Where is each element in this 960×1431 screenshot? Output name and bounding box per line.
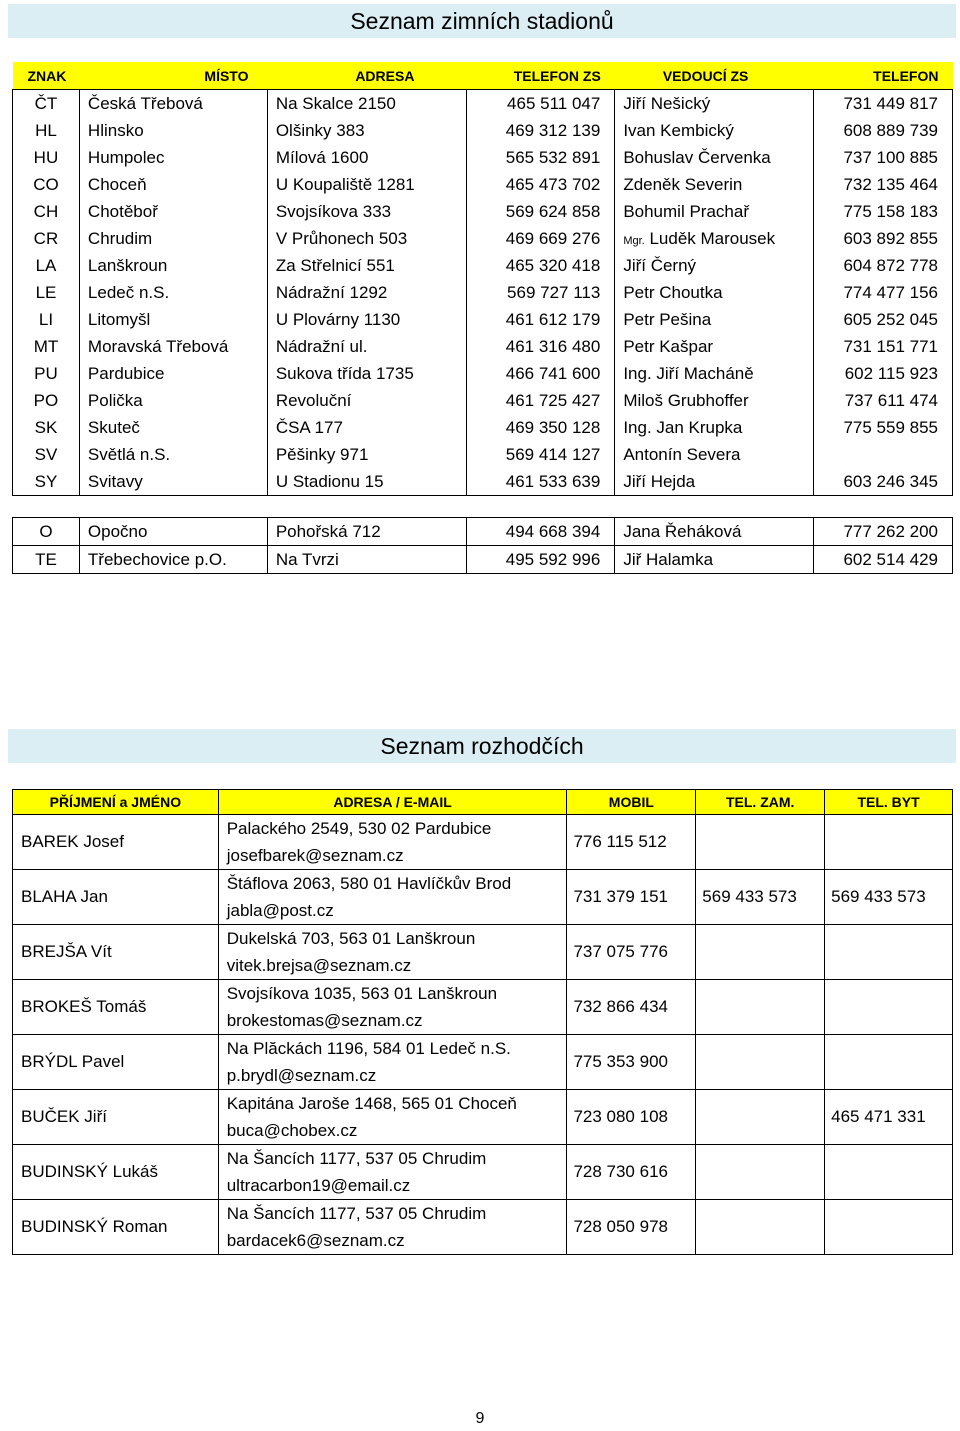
stadium-address: Revoluční [267,387,466,414]
stadium-manager: Bohumil Prachař [615,198,814,225]
stadium-row [13,117,953,144]
stadium-code: O [13,518,80,546]
referee-row [13,870,953,925]
referee-email: ultracarbon19@email.cz [226,1176,411,1195]
stadium-address: Na Tvrzi [267,546,466,574]
referee-address: Na Plăckách 1196, 584 01 Ledeč n.S. [226,1039,511,1058]
stadium-manager [615,225,814,252]
stadium-address: Mílová 1600 [267,144,466,171]
referee-row [13,1200,953,1255]
header-znak: ZNAK [13,62,80,90]
spacer-cell [13,496,953,518]
referee-email: vitek.brejsa@seznam.cz [226,956,412,975]
stadium-address: V Průhonech 503 [267,225,466,252]
stadium-place: Lanškroun [79,252,267,279]
stadium-row [13,360,953,387]
stadium-place: Česká Třebová [79,90,267,118]
page-number: 9 [475,1410,485,1427]
referees-title: Seznam rozhodčích [8,729,956,763]
referee-mobile: 775 353 900 [567,1035,696,1090]
stadium-extra-row [13,546,953,574]
stadium-address: Nádražní ul. [267,333,466,360]
referee-address: Palackého 2549, 530 02 Pardubice [226,819,492,838]
referee-home-phone [825,815,953,870]
stadium-extra-row [13,518,953,546]
referee-address-cell [218,925,567,980]
referee-row [13,925,953,980]
header-telefon: TELEFON [814,62,953,90]
manager-phone: 731 449 817 [814,90,953,118]
stadium-code: CH [13,198,80,225]
stadium-manager: Petr Pešina [615,306,814,333]
header-address: ADRESA / E-MAIL [218,790,567,815]
stadium-address: Nádražní 1292 [267,279,466,306]
stadium-phone: 495 592 996 [466,546,615,574]
stadium-address: Svojsíkova 333 [267,198,466,225]
stadium-manager: Ing. Jiří Macháně [615,360,814,387]
stadium-place: Skuteč [79,414,267,441]
stadium-code: SK [13,414,80,441]
stadium-row [13,144,953,171]
referee-name: BROKEŠ Tomáš [13,980,219,1035]
referee-name: BLAHA Jan [13,870,219,925]
referee-work-phone [696,1145,825,1200]
referee-address-cell [218,1200,567,1255]
stadium-phone: 569 727 113 [466,279,615,306]
manager-phone: 775 559 855 [814,414,953,441]
header-home-phone: TEL. BYT [825,790,953,815]
referee-work-phone [696,1090,825,1145]
referee-home-phone [825,1200,953,1255]
referee-home-phone [825,1035,953,1090]
table-spacer [13,496,953,518]
manager-phone: 602 115 923 [814,360,953,387]
referee-email: buca@chobex.cz [226,1121,358,1140]
stadium-manager: Ivan Kembický [615,117,814,144]
stadium-phone: 461 316 480 [466,333,615,360]
stadium-address: U Plovárny 1130 [267,306,466,333]
stadium-address: Pohořská 712 [267,518,466,546]
title-prefix: Mgr. [623,234,645,247]
stadium-phone: 465 473 702 [466,171,615,198]
referee-address-cell [218,815,567,870]
manager-phone: 603 892 855 [814,225,953,252]
referee-name: BUČEK Jiří [13,1090,219,1145]
stadium-row [13,90,953,118]
referee-email: brokestomas@seznam.cz [226,1011,423,1030]
stadium-row [13,306,953,333]
stadium-phone: 565 532 891 [466,144,615,171]
referee-home-phone [825,1145,953,1200]
stadium-code: TE [13,546,80,574]
stadium-code: HL [13,117,80,144]
referee-work-phone [696,1200,825,1255]
stadium-row [13,171,953,198]
stadium-code: SV [13,441,80,468]
stadium-row [13,225,953,252]
stadiums-header-row [13,62,953,90]
referee-mobile: 731 379 151 [567,870,696,925]
manager-phone: 737 100 885 [814,144,953,171]
stadium-code: HU [13,144,80,171]
stadium-code: LI [13,306,80,333]
stadium-address: Za Střelnicí 551 [267,252,466,279]
stadium-address: U Koupaliště 1281 [267,171,466,198]
stadium-phone: 461 533 639 [466,468,615,496]
stadium-address: U Stadionu 15 [267,468,466,496]
stadium-place: Svitavy [79,468,267,496]
referee-address-cell [218,1035,567,1090]
referee-email: p.brydl@seznam.cz [226,1066,377,1085]
stadium-manager: Jiří Hejda [615,468,814,496]
stadium-code: PO [13,387,80,414]
stadium-phone: 569 624 858 [466,198,615,225]
stadium-manager: Miloš Grubhoffer [615,387,814,414]
referees-table [12,789,953,1255]
referee-name: BUDINSKÝ Roman [13,1200,219,1255]
stadium-place: Ledeč n.S. [79,279,267,306]
manager-phone: 732 135 464 [814,171,953,198]
stadiums-table [12,62,953,574]
header-vedouci-zs: VEDOUCÍ ZS [615,62,814,90]
referee-work-phone: 569 433 573 [696,870,825,925]
stadium-place: Pardubice [79,360,267,387]
stadium-code: LA [13,252,80,279]
stadium-place: Chotěboř [79,198,267,225]
stadium-place: Litomyšl [79,306,267,333]
header-misto: MÍSTO [79,62,267,90]
referee-row [13,815,953,870]
referee-email: jabla@post.cz [226,901,334,920]
referee-address: Dukelská 703, 563 01 Lanškroun [226,929,476,948]
referee-name: BRÝDL Pavel [13,1035,219,1090]
referee-email: josefbarek@seznam.cz [226,846,404,865]
stadium-code: LE [13,279,80,306]
header-work-phone: TEL. ZAM. [696,790,825,815]
stadium-address: Na Skalce 2150 [267,90,466,118]
referee-row [13,1145,953,1200]
stadium-manager: Jana Řeháková [615,518,814,546]
stadium-row [13,279,953,306]
referee-mobile: 723 080 108 [567,1090,696,1145]
stadium-phone: 469 312 139 [466,117,615,144]
stadium-phone: 469 350 128 [466,414,615,441]
header-mobile: MOBIL [567,790,696,815]
stadium-phone: 461 725 427 [466,387,615,414]
stadium-manager: Bohuslav Červenka [615,144,814,171]
stadium-row [13,387,953,414]
stadium-code: CO [13,171,80,198]
referee-address-cell [218,1145,567,1200]
stadium-phone: 494 668 394 [466,518,615,546]
manager-phone: 605 252 045 [814,306,953,333]
referee-home-phone: 569 433 573 [825,870,953,925]
stadium-place: Polička [79,387,267,414]
stadium-manager: Petr Choutka [615,279,814,306]
manager-phone: 777 262 200 [814,518,953,546]
referee-email: bardacek6@seznam.cz [226,1231,405,1250]
stadium-row [13,441,953,468]
manager-phone: 602 514 429 [814,546,953,574]
stadiums-title: Seznam zimních stadionů [8,4,956,38]
stadium-manager: Jiří Nešický [615,90,814,118]
manager-phone: 774 477 156 [814,279,953,306]
stadium-phone: 465 511 047 [466,90,615,118]
stadium-place: Moravská Třebová [79,333,267,360]
referee-row [13,1035,953,1090]
header-telefon-zs: TELEFON ZS [466,62,615,90]
stadium-phone: 465 320 418 [466,252,615,279]
stadium-place: Humpolec [79,144,267,171]
referee-address: Svojsíkova 1035, 563 01 Lanškroun [226,984,498,1003]
referee-address-cell [218,870,567,925]
manager-phone: 604 872 778 [814,252,953,279]
referee-row [13,1090,953,1145]
referee-address-cell [218,1090,567,1145]
referee-home-phone: 465 471 331 [825,1090,953,1145]
stadium-place: Opočno [79,518,267,546]
stadium-manager: Ing. Jan Krupka [615,414,814,441]
referee-mobile: 732 866 434 [567,980,696,1035]
referees-header-row [13,790,953,815]
manager-phone: 603 246 345 [814,468,953,496]
referee-row [13,980,953,1035]
referee-name: BREJŠA Vít [13,925,219,980]
referee-home-phone [825,980,953,1035]
stadium-place: Choceň [79,171,267,198]
stadium-code: ČT [13,90,80,118]
stadium-phone: 466 741 600 [466,360,615,387]
stadium-manager: Antonín Severa [615,441,814,468]
stadium-place: Hlinsko [79,117,267,144]
stadium-row [13,468,953,496]
stadium-manager: Zdeněk Severin [615,171,814,198]
referee-work-phone [696,1035,825,1090]
manager-name: Luděk Marousek [649,228,776,248]
stadium-manager: Petr Kašpar [615,333,814,360]
stadium-phone: 461 612 179 [466,306,615,333]
referee-mobile: 737 075 776 [567,925,696,980]
referee-work-phone [696,925,825,980]
stadium-place: Chrudim [79,225,267,252]
header-adresa: ADRESA [267,62,466,90]
referee-name: BAREK Josef [13,815,219,870]
stadium-row [13,252,953,279]
referee-address: Kapitána Jaroše 1468, 565 01 Choceň [226,1094,517,1113]
stadium-code: PU [13,360,80,387]
referee-work-phone [696,815,825,870]
referee-address: Štáflova 2063, 580 01 Havlíčkův Brod [226,874,512,893]
stadium-row [13,333,953,360]
stadium-row [13,198,953,225]
manager-phone: 737 611 474 [814,387,953,414]
stadium-code: CR [13,225,80,252]
stadium-code: SY [13,468,80,496]
referee-mobile: 776 115 512 [567,815,696,870]
stadium-address: Sukova třída 1735 [267,360,466,387]
manager-phone [814,441,953,468]
stadium-place: Světlá n.S. [79,441,267,468]
stadium-address: ČSA 177 [267,414,466,441]
stadium-phone: 469 669 276 [466,225,615,252]
referee-home-phone [825,925,953,980]
stadium-manager: Jiří Černý [615,252,814,279]
referee-mobile: 728 050 978 [567,1200,696,1255]
referee-name: BUDINSKÝ Lukáš [13,1145,219,1200]
stadium-address: Olšinky 383 [267,117,466,144]
referee-mobile: 728 730 616 [567,1145,696,1200]
header-name: PŘÍJMENÍ a JMÉNO [13,790,219,815]
manager-phone: 775 158 183 [814,198,953,225]
stadium-phone: 569 414 127 [466,441,615,468]
stadium-place: Třebechovice p.O. [79,546,267,574]
manager-phone: 731 151 771 [814,333,953,360]
stadium-manager: Jiř Halamka [615,546,814,574]
stadium-row [13,414,953,441]
stadium-code: MT [13,333,80,360]
referee-work-phone [696,980,825,1035]
referee-address: Na Šancích 1177, 537 05 Chrudim [226,1149,487,1168]
referee-address-cell [218,980,567,1035]
referee-address: Na Šancích 1177, 537 05 Chrudim [226,1204,487,1223]
manager-phone: 608 889 739 [814,117,953,144]
stadium-address: Pěšinky 971 [267,441,466,468]
